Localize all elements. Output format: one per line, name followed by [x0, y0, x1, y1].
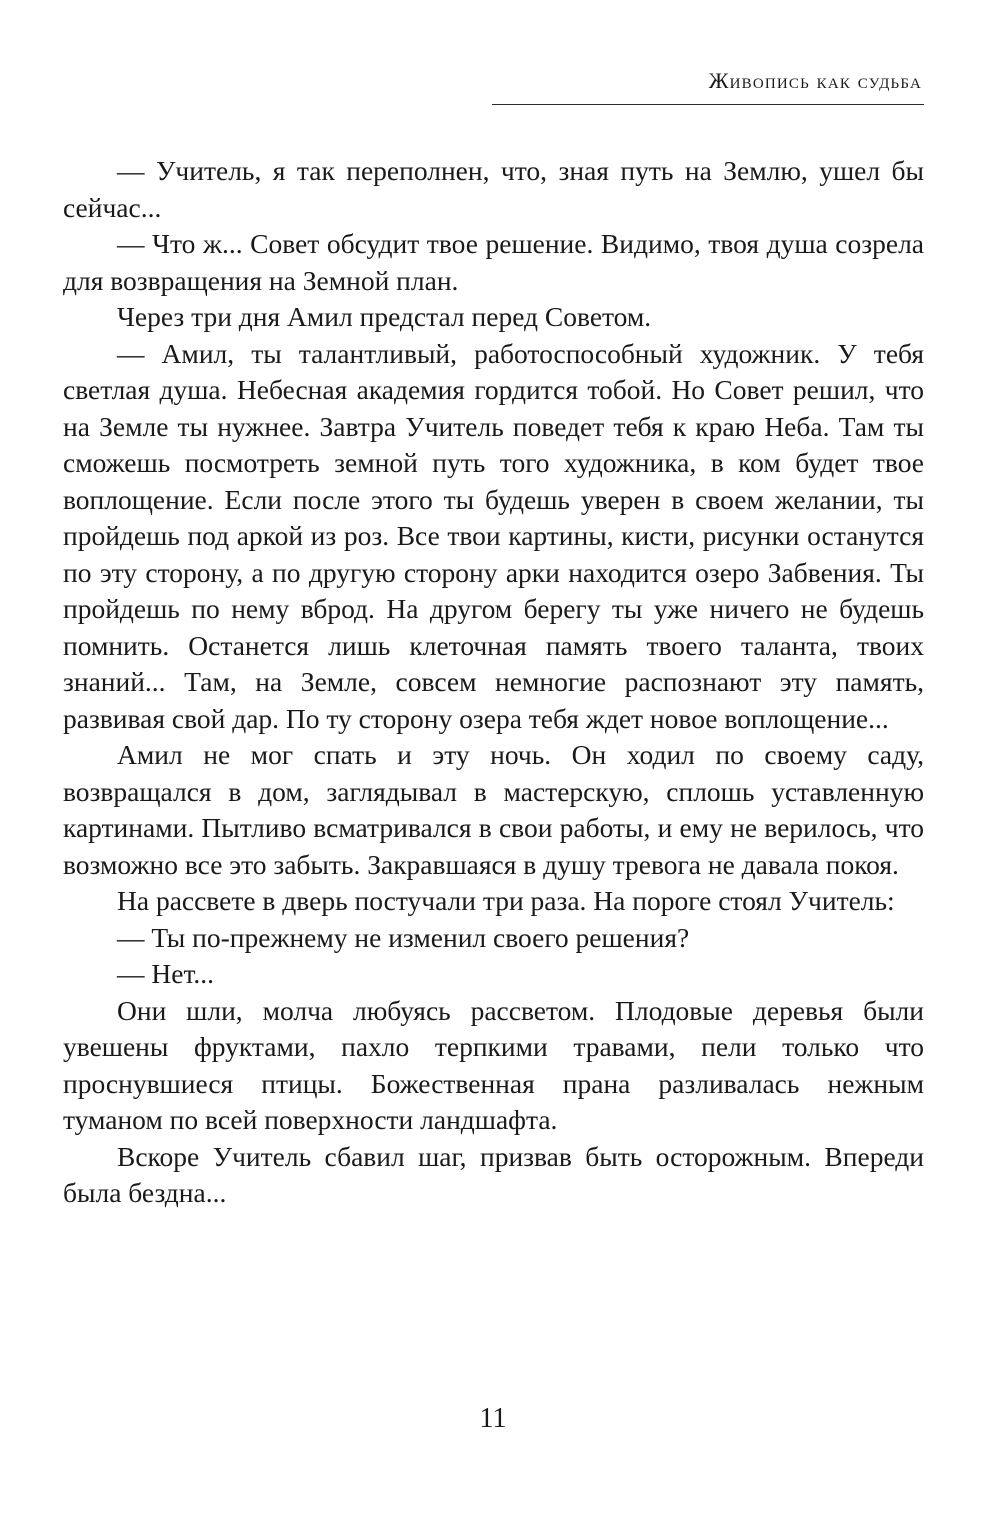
paragraph: — Ты по-прежнему не изменил своего решения?: [117, 921, 690, 953]
paragraph: Вскоре Учитель сбавил шаг, призвав быть осторожным. Впереди была бездна...: [63, 1140, 924, 1208]
paragraph: — Амил, ты талантливый, работоспособный художник. У тебя светлая душа. Небесная академия гордится тобой. Но Совет решил, что на Земле ты нужнее. Завтра Учитель поведет тебя к краю Неба. Там ты сможешь посмотреть земной путь того художника, в ком будет твое воплощение. Если после этого ты будешь уверен в своем желании, ты пройдешь под аркой из роз. Все твои картины, кисти, рисунки останутся по эту сторону, а по другую сторону арки находится озеро Забвения. Ты пройдешь по нему вброд. На другом берегу ты уже ничего не будешь помнить. Останется лишь клеточная память твоего таланта, твоих знаний... Там, на Земле, совсем немногие распознают эту память, развивая свой дар. По ту сторону озера тебя ждет новое воплощение...: [63, 337, 924, 734]
running-title: Живопись как судьба: [708, 68, 922, 93]
body-text: [63, 153, 924, 1212]
paragraph: — Нет...: [117, 958, 215, 989]
paragraph: — Учитель, я так переполнен, что, зная путь на Землю, ушел бы сейчас...: [63, 155, 924, 223]
paragraph: Амил не мог спать и эту ночь. Он ходил по своему саду, возвращался в дом, заглядывал в мастерскую, сплошь уставленную картинами. Пытливо всматривался в свои работы, и ему не верилось, что возможно все это забыть. Закравшаяся в душу тревога не давала покоя.: [63, 739, 924, 880]
running-header: [492, 62, 924, 105]
paragraph: Через три дня Амил предстал перед Советом.: [117, 301, 652, 332]
paragraph: — Что ж... Совет обсудит твое решение. Видимо, твоя душа созрела для возвращения на Земной план.: [63, 228, 924, 296]
paragraph: Они шли, молча любуясь рассветом. Плодовые деревья были увешены фруктами, пахло терпкими травами, пели только что проснувшиеся птицы. Божественная прана разливалась нежным туманом по всей поверхности ландшафта.: [63, 994, 924, 1135]
page-number: 11: [479, 1403, 507, 1434]
paragraph: На рассвете в дверь постучали три раза. На пороге стоял Учитель:: [117, 885, 895, 916]
